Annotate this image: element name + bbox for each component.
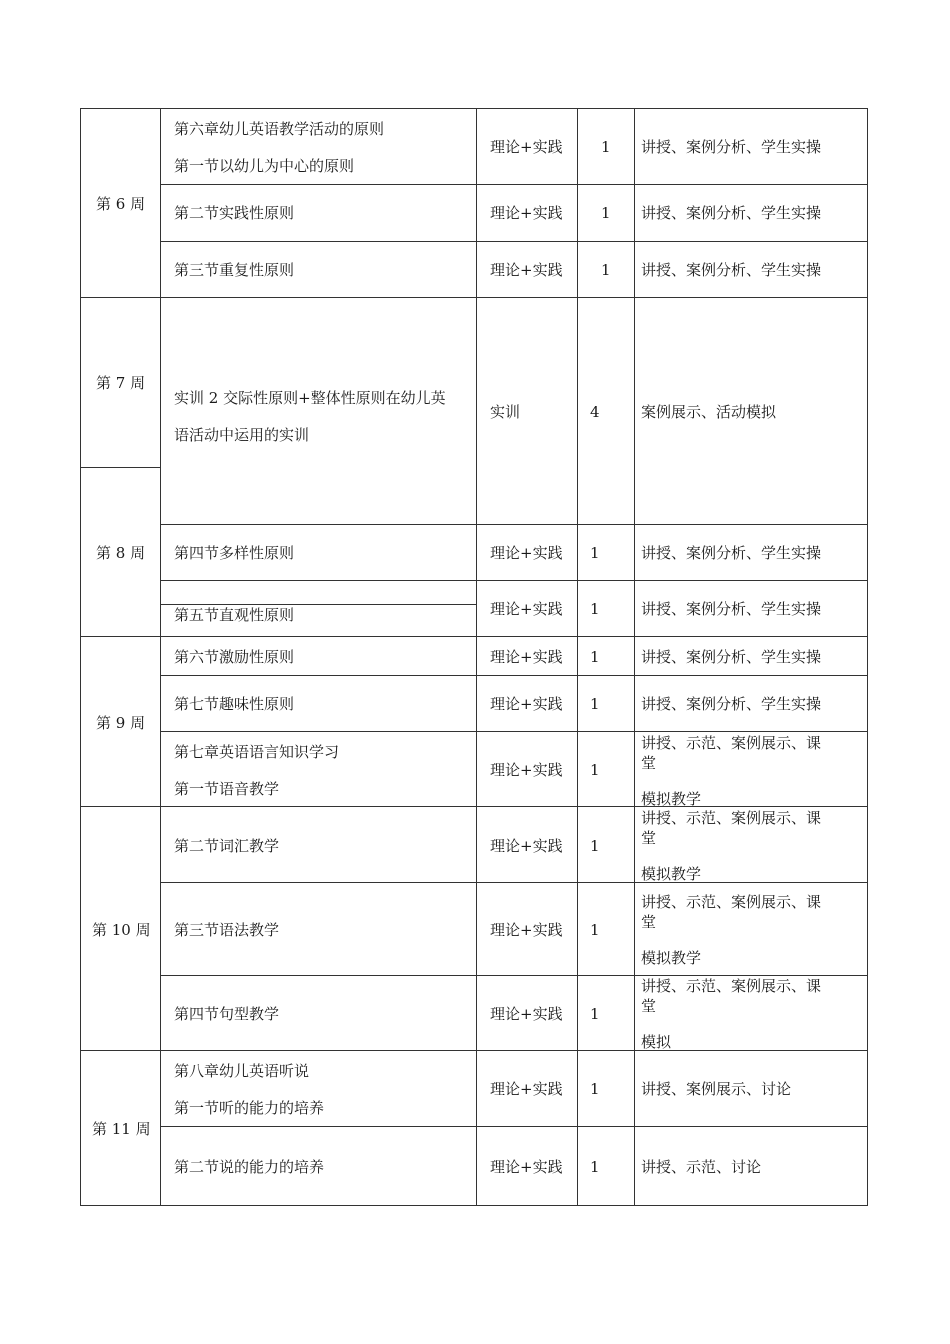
method-line: 讲授、示范、案例展示、课 <box>641 734 822 752</box>
table-border-top <box>80 108 868 109</box>
row-divider <box>160 1126 868 1127</box>
content-line: 第一节语音教学 <box>174 780 280 798</box>
content-line: 语活动中运用的实训 <box>174 426 310 444</box>
content-line: 第一节以幼儿为中心的原则 <box>174 157 355 175</box>
type-cell: 理论+实践 <box>490 204 563 222</box>
content-line: 第二节实践性原则 <box>174 204 295 222</box>
content-line: 第四节句型教学 <box>174 1005 280 1023</box>
table-border-bottom <box>80 1205 868 1206</box>
method-cell: 讲授、案例分析、学生实操 <box>641 544 822 562</box>
method-cell: 案例展示、活动模拟 <box>641 403 777 421</box>
hours-cell: 1 <box>590 600 600 618</box>
row-divider <box>160 580 868 581</box>
hours-cell: 1 <box>590 1080 600 1098</box>
week-label: 第 6 周 <box>96 195 146 213</box>
type-cell: 理论+实践 <box>490 837 563 855</box>
hours-cell: 1 <box>590 1005 600 1023</box>
col-divider-hours <box>634 108 635 1206</box>
method-cell: 讲授、案例分析、学生实操 <box>641 695 822 713</box>
row-divider <box>160 731 868 732</box>
week-label: 第 8 周 <box>96 544 146 562</box>
type-cell: 理论+实践 <box>490 648 563 666</box>
method-cell: 讲授、案例分析、学生实操 <box>641 261 822 279</box>
hours-cell: 4 <box>590 403 600 421</box>
week-divider <box>80 297 868 298</box>
table-border-left <box>80 108 81 1206</box>
type-cell: 实训 <box>490 403 521 421</box>
week-label: 第 10 周 <box>92 921 151 939</box>
content-line: 第三节重复性原则 <box>174 261 295 279</box>
week-label: 第 9 周 <box>96 714 146 732</box>
method-line: 模拟教学 <box>641 865 702 883</box>
type-cell: 理论+实践 <box>490 1080 563 1098</box>
method-line: 堂 <box>641 997 657 1015</box>
content-line: 第八章幼儿英语听说 <box>174 1062 310 1080</box>
method-cell: 讲授、案例分析、学生实操 <box>641 204 822 222</box>
hours-cell: 1 <box>590 761 600 779</box>
hours-cell: 1 <box>590 837 600 855</box>
type-cell: 理论+实践 <box>490 1158 563 1176</box>
method-line: 模拟教学 <box>641 949 702 967</box>
method-line: 模拟 <box>641 1033 672 1051</box>
week-label: 第 11 周 <box>92 1120 151 1138</box>
method-cell: 讲授、案例分析、学生实操 <box>641 138 822 156</box>
content-line: 第七章英语语言知识学习 <box>174 743 340 761</box>
type-cell: 理论+实践 <box>490 138 563 156</box>
hours-cell: 1 <box>590 1158 600 1176</box>
row-divider <box>160 241 868 242</box>
type-cell: 理论+实践 <box>490 1005 563 1023</box>
hours-cell: 1 <box>601 204 611 222</box>
method-line: 模拟教学 <box>641 790 702 808</box>
type-cell: 理论+实践 <box>490 921 563 939</box>
table-border-right <box>867 108 868 1206</box>
hours-cell: 1 <box>590 648 600 666</box>
content-line: 第六章幼儿英语教学活动的原则 <box>174 120 385 138</box>
method-line: 堂 <box>641 913 657 931</box>
type-cell: 理论+实践 <box>490 761 563 779</box>
row-divider <box>160 675 868 676</box>
method-line: 堂 <box>641 754 657 772</box>
col-divider-content <box>476 108 477 1206</box>
row-divider <box>160 882 868 883</box>
col-divider-type <box>577 108 578 1206</box>
content-line: 第五节直观性原则 <box>174 606 295 624</box>
row-divider <box>160 184 868 185</box>
content-line: 实训 2 交际性原则+整体性原则在幼儿英 <box>174 389 446 407</box>
type-cell: 理论+实践 <box>490 544 563 562</box>
content-line: 第一节听的能力的培养 <box>174 1099 325 1117</box>
type-cell: 理论+实践 <box>490 695 563 713</box>
method-line: 讲授、示范、案例展示、课 <box>641 809 822 827</box>
content-line: 第七节趣味性原则 <box>174 695 295 713</box>
hours-cell: 1 <box>601 138 611 156</box>
method-line: 讲授、示范、案例展示、课 <box>641 977 822 995</box>
method-cell: 讲授、案例分析、学生实操 <box>641 600 822 618</box>
week-divider <box>80 806 868 807</box>
week-label: 第 7 周 <box>96 374 146 392</box>
col-divider-week <box>160 108 161 1206</box>
hours-cell: 1 <box>590 921 600 939</box>
content-line: 第二节说的能力的培养 <box>174 1158 325 1176</box>
method-cell: 讲授、案例分析、学生实操 <box>641 648 822 666</box>
method-line: 讲授、示范、案例展示、课 <box>641 893 822 911</box>
week-divider <box>80 636 868 637</box>
week-divider <box>80 1050 868 1051</box>
type-cell: 理论+实践 <box>490 261 563 279</box>
type-cell: 理论+实践 <box>490 600 563 618</box>
row-divider <box>160 524 868 525</box>
content-line: 第六节激励性原则 <box>174 648 295 666</box>
content-line: 第二节词汇教学 <box>174 837 280 855</box>
content-line: 第四节多样性原则 <box>174 544 295 562</box>
method-cell: 讲授、案例展示、讨论 <box>641 1080 792 1098</box>
content-line: 第三节语法教学 <box>174 921 280 939</box>
week-divider-col1 <box>80 467 161 468</box>
method-cell: 讲授、示范、讨论 <box>641 1158 762 1176</box>
hours-cell: 1 <box>590 695 600 713</box>
hours-cell: 1 <box>601 261 611 279</box>
method-line: 堂 <box>641 829 657 847</box>
hours-cell: 1 <box>590 544 600 562</box>
schedule-table <box>80 108 868 1206</box>
